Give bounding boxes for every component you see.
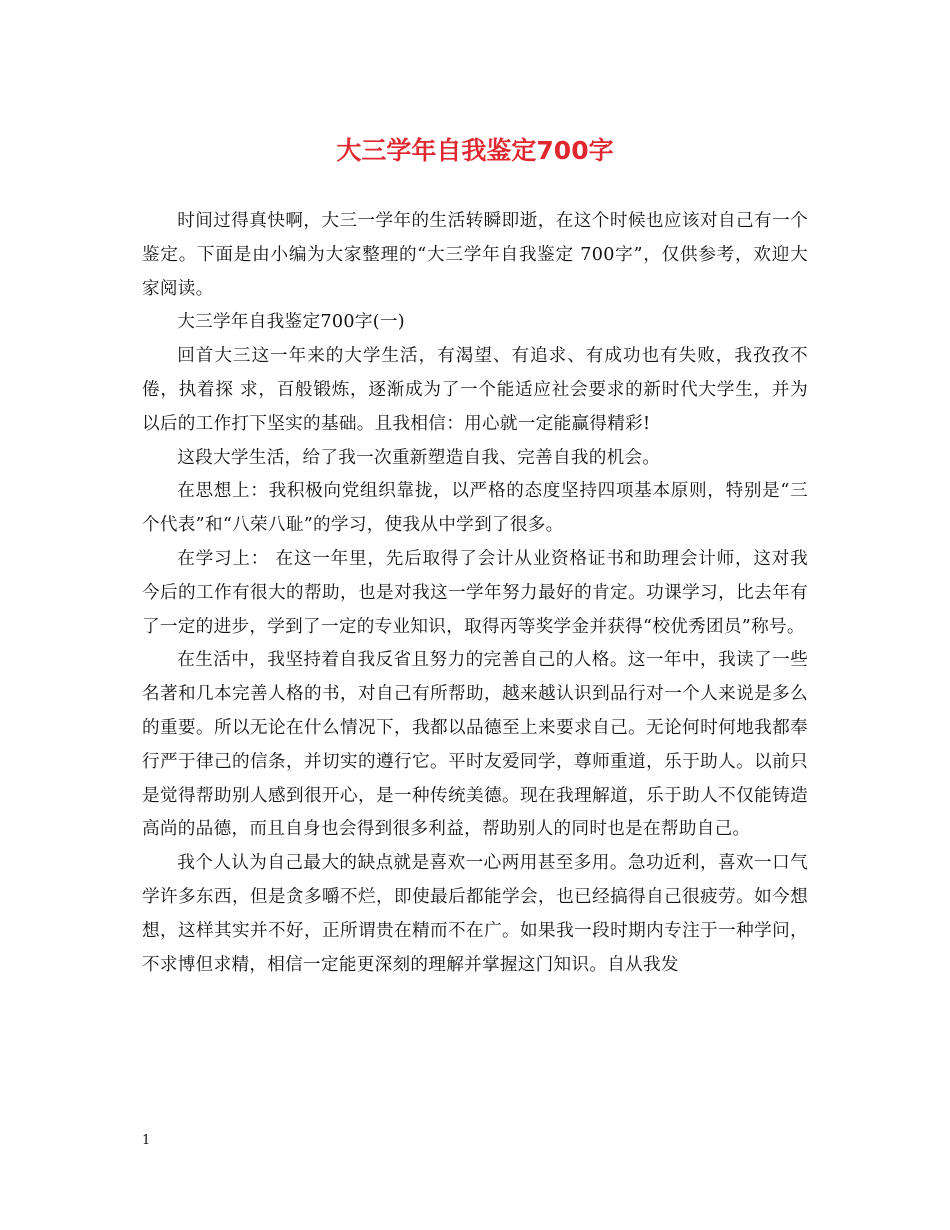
body-paragraph: 这段大学生活，给了我一次重新塑造自我、完善自我的机会。	[177, 447, 661, 468]
section-heading: 大三学年自我鉴定700字(一)	[177, 312, 405, 333]
body-paragraph: 在学习上： 在这一年里，先后取得了会计从业资格证书和助理会计师，这对我今后的工作有很大的帮助，也是对我这一学年努力最好的肯定。功课学习，比去年有了一定的进步，学到了一定的专业知识，取得丙等奖学金并获得“校优秀团员”称号。	[142, 548, 808, 637]
body-paragraph: 在思想上：我积极向党组织靠拢，以严格的态度坚持四项基本原则，特别是“三个代表”和“八荣八耻”的学习，使我从中学到了很多。	[142, 481, 808, 536]
body-paragraph: 在生活中，我坚持着自我反省且努力的完善自己的人格。这一年中，我读了一些名著和几本完善人格的书，对自己有所帮助，越来越认识到品行对一个人来说是多么的重要。所以无论在什么情况下，我都以品德至上来要求自己。无论何时何地我都奉行严于律己的信条，并切实的遵行它。平时友爱同学，尊师重道，乐于助人。以前只是觉得帮助别人感到很开心，是一种传统美德。现在我理解道，乐于助人不仅能铸造高尚的品德，而且自身也会得到很多利益，帮助别人的同时也是在帮助自己。	[142, 650, 808, 840]
document-body	[142, 205, 808, 982]
body-paragraph: 回首大三这一年来的大学生活，有渴望、有追求、有成功也有失败，我孜孜不倦，执着探 求，百般锻炼，逐渐成为了一个能适应社会要求的新时代大学生，并为以后的工作打下坚实的基础。且我相信：用心就一定能赢得精彩!	[142, 346, 808, 434]
body-paragraph: 我个人认为自己最大的缺点就是喜欢一心两用甚至多用。急功近利，喜欢一口气学许多东西，但是贪多嚼不烂，即使最后都能学会，也已经搞得自己很疲劳。如今想想，这样其实并不好，正所谓贵在精而不在广。如果我一段时期内专注于一种学问，不求博但求精，相信一定能更深刻的理解并掌握这门知识。自从我发	[142, 853, 808, 975]
page-title: 大三学年自我鉴定700字	[336, 136, 614, 165]
page-number: 1	[142, 1133, 151, 1148]
intro-paragraph: 时间过得真快啊，大三一学年的生活转瞬即逝，在这个时候也应该对自己有一个鉴定。下面是由小编为大家整理的“大三学年自我鉴定 700字”，仅供参考，欢迎大家阅读。	[142, 211, 808, 299]
